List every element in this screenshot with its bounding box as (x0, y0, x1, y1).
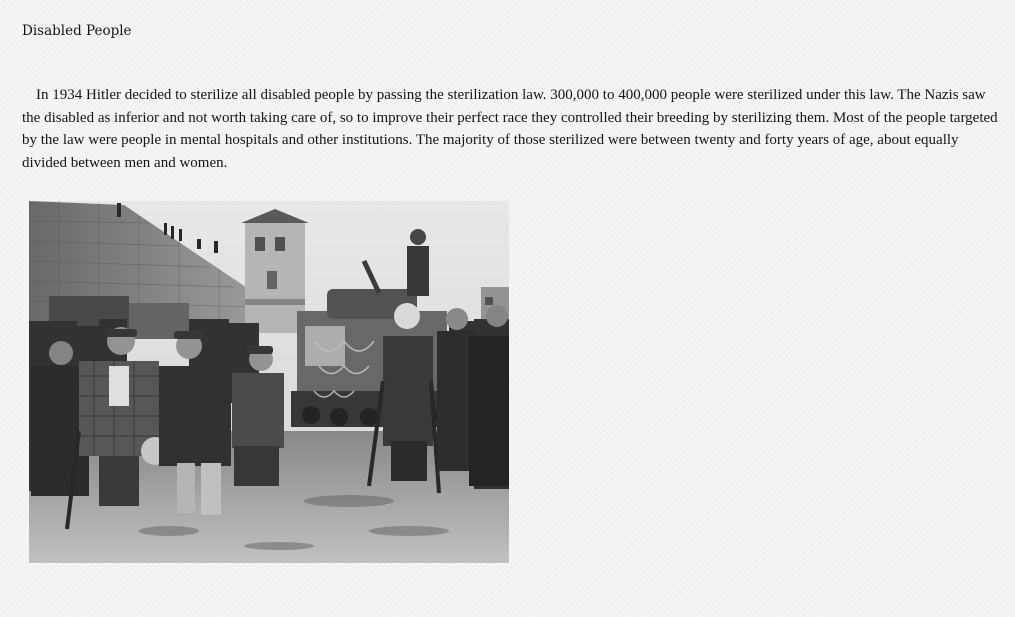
historical-photo (29, 201, 509, 563)
page-title: Disabled People (22, 23, 132, 39)
article-paragraph: In 1934 Hitler decided to sterilize all disabled people by passing the sterilization law. 300,000 to 400,000 people were sterilized under this law. The Nazis saw the disabled as inferior and not worth taking care of, so to improve their perfect race they controlled their breeding by sterilizing them. Most of the people targeted by the law were people in mental hospitals and other institutions. The majority of those sterilized were between twenty and forty years of age, about equally divided between men and women. (22, 87, 998, 171)
